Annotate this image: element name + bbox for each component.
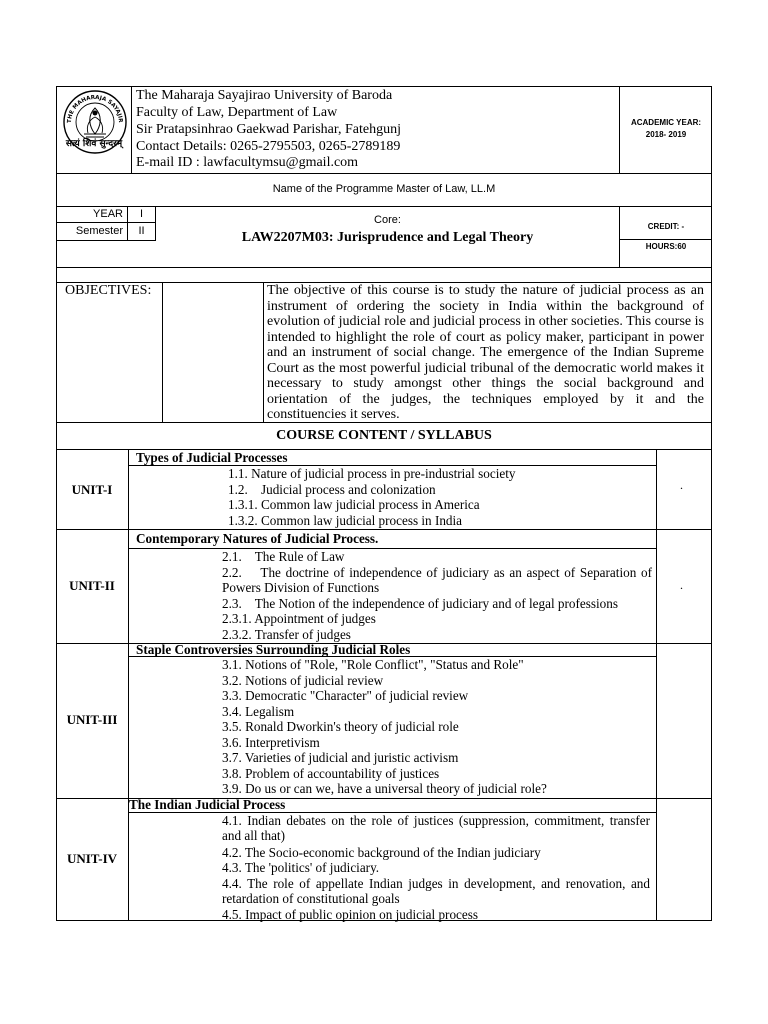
unit-4-item: 4.5. Impact of public opinion on judicial process	[222, 906, 479, 922]
core-label: Core:	[374, 214, 401, 226]
objectives-text: The objective of this course is to study the nature of judicial process as an instrument of ordering the society in India within the background of evolution of judicial role and judicial process in other societies. This course is intended to highlight the role of court as policy maker, participant in power and an instrument of social change. The emergence of the Indian Supreme Court as the most powerful judicial tribunal of the democratic world makes it necessary to study amongst other things the social background and orientation of the judges, the techniques employed by it and the constituencies it serves.	[267, 283, 704, 422]
header-divider-left	[131, 86, 132, 174]
unit-4-label: UNIT-IV	[66, 851, 118, 866]
unit-1-item: 1.2. Judicial process and colonization	[228, 481, 436, 497]
unit-4-item: 4.2. The Socio-economic background of the Indian judiciary	[222, 844, 541, 860]
objectives-divider-2	[263, 282, 264, 423]
unit-3-item: 3.4. Legalism	[222, 703, 295, 719]
unit-2-mark: .	[680, 578, 683, 592]
course-title: LAW2207M03: Jurisprudence and Legal Theory	[241, 230, 534, 245]
email-address: E-mail ID : lawfacultymsu@gmail.com	[136, 155, 359, 170]
logo-ring-text: THE MAHARAJA SAYAJIR	[66, 94, 124, 124]
objectives-label: OBJECTIVES:	[65, 283, 152, 298]
unit-3-item: 3.1. Notions of "Role, "Role Conflict", "Status and Role"	[222, 657, 524, 672]
semester-value: II	[138, 225, 145, 237]
unit-4-item: 4.1. Indian debates on the role of justices (suppression, commitment, transfer and all that)	[222, 813, 650, 844]
unit-3-item: 3.2. Notions of judicial review	[222, 672, 384, 688]
unit-3-item: 3.8. Problem of accountability of justices	[222, 765, 440, 781]
year-row-line	[56, 222, 156, 223]
faculty-name: Faculty of Law, Department of Law	[136, 105, 338, 120]
unit-2-title: Contemporary Natures of Judicial Process.	[136, 531, 379, 546]
unit-3-item: 3.5. Ronald Dworkin's theory of judicial role	[222, 719, 459, 734]
programme-name: Name of the Programme Master of Law, LL.M	[272, 183, 496, 195]
semester-label: Semester	[75, 225, 123, 237]
semester-row-line	[56, 240, 156, 241]
unit-4-item: 4.3. The 'politics' of judiciary.	[222, 860, 380, 875]
unit-4-title: The Indian Judicial Process	[129, 797, 286, 812]
unit-3-item: 3.3. Democratic "Character" of judicial review	[222, 688, 469, 703]
objectives-divider-1	[162, 282, 163, 423]
university-name: The Maharaja Sayajirao University of Baroda	[136, 88, 393, 103]
address: Sir Pratapsinhrao Gaekwad Parishar, Fatehgunj	[136, 122, 401, 137]
unit-2-label: UNIT-II	[69, 578, 115, 593]
year-label: YEAR	[93, 208, 123, 220]
contact-details: Contact Details: 0265-2795503, 0265-2789189	[136, 139, 401, 154]
credit-divider	[619, 206, 620, 268]
unit-3-label: UNIT-III	[66, 712, 118, 727]
credit-row-line	[620, 239, 712, 240]
syllabus-heading: COURSE CONTENT / SYLLABUS	[276, 428, 492, 443]
credit: CREDIT: -	[647, 222, 685, 231]
unit-2-item: 2.3. The Notion of the independence of judiciary and of legal professions	[222, 595, 619, 611]
unit-3-item: 3.9. Do us or can we, have a universal theory of judicial role?	[222, 781, 547, 796]
academic-year-label: ACADEMIC YEAR:	[630, 118, 702, 127]
unit-2-title-line	[128, 548, 657, 549]
unit-1-item: 1.3.1. Common law judicial process in America	[228, 497, 480, 512]
year-value: I	[139, 208, 144, 220]
unit-3-title: Staple Controversies Surrounding Judicial Roles	[136, 642, 411, 657]
unit-1-item: 1.3.2. Common law judicial process in India	[228, 512, 463, 528]
unit-3-item: 3.7. Varieties of judicial and juristic activism	[222, 750, 459, 765]
unit-2-item: 2.3.2. Transfer of judges	[222, 626, 351, 642]
hours: HOURS:60	[645, 242, 687, 251]
unit-2-item: 2.2. The doctrine of independence of judiciary as an aspect of Separation of Powers Division of Functions	[222, 564, 656, 595]
logo-motto: सत्यं शिवं सुन्दरम्	[65, 139, 123, 149]
spacer-row	[56, 267, 712, 283]
unit-1-label: UNIT-I	[71, 482, 113, 497]
academic-year-value: 2018- 2019	[645, 130, 687, 139]
unit-1-item: 1.1. Nature of judicial process in pre-industrial society	[228, 466, 516, 481]
unit-3-item: 3.6. Interpretivism	[222, 734, 320, 750]
unit-1-title: Types of Judicial Processes	[136, 450, 288, 465]
unit-2-item: 2.3.1. Appointment of judges	[222, 611, 376, 626]
unit-1-mark: .	[680, 478, 683, 492]
unit-4-item: 4.4. The role of appellate Indian judges in development, and renovation, and retardation of constitutional goals	[222, 875, 650, 906]
unit-2-item: 2.1. The Rule of Law	[222, 549, 345, 564]
